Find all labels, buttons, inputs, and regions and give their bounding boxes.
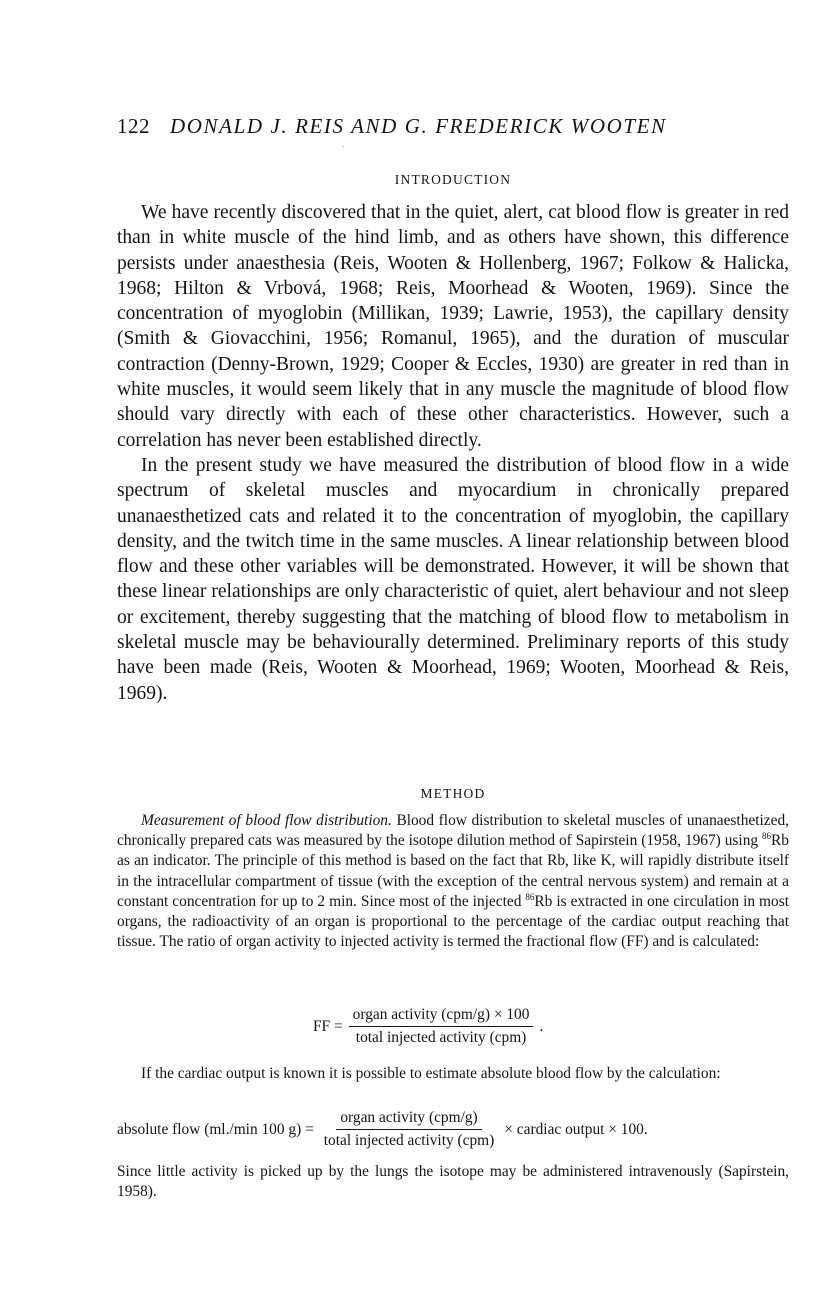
introduction-body [117,200,789,706]
equation-lhs: absolute flow (ml./min 100 g) = [117,1120,314,1138]
isotope-superscript: 86 [525,891,535,902]
fraction [320,1109,499,1150]
fraction-denominator: total injected activity (cpm) [355,1029,527,1046]
method-paragraph-3: Since little activity is picked up by the lungs the isotope may be administered intravenously (Sapirstein, 1958). [117,1163,789,1201]
absolute-flow-equation [117,1109,648,1150]
author-line: DONALD J. REIS AND G. FREDERICK WOOTEN [170,114,667,138]
equation-lhs: FF = [313,1017,343,1035]
fractional-flow-equation [313,1006,543,1047]
fraction-numerator: organ activity (cpm/g) [336,1109,481,1130]
running-head [117,114,797,139]
introduction-heading: INTRODUCTION [394,172,512,187]
fraction [349,1006,534,1047]
introduction-paragraph-1: We have recently discovered that in the quiet, alert, cat blood flow is greater in red than in white muscle of the hind limb, and as others have shown, this difference persists under anaesthesia (Reis, Wooten & Hollenberg, 1967; Folkow & Halicka, 1968; Hilton & Vrbová, 1968; Reis, Moorhead & Wooten, 1969). Since the concentration of myoglobin (Millikan, 1939; Lawrie, 1953), the capillary density (Smith & Giovacchini, 1956; Romanul, 1965), and the duration of muscular contraction (Denny-Brown, 1929; Cooper & Eccles, 1930) are greater in red than in white muscles, it would seem likely that in any muscle the magnitude of blood flow should vary directly with each of these other characteristics. However, such a correlation has never been established directly. [117,202,789,451]
introduction-paragraph-2: In the present study we have measured the distribution of blood flow in a wide spectrum of skeletal muscles and myocardium in chronically prepared unanaesthetized cats and related it to the concentration of myoglobin, the capillary density, and the twitch time in the same muscles. A linear relationship between blood flow and these other variables will be demonstrated. However, it will be shown that these linear relationships are only characteristic of quiet, alert behaviour and not sleep or excitement, thereby suggesting that the matching of blood flow to metabolism in skeletal muscle may be behaviourally determined. Preliminary reports of this study have been made (Reis, Wooten & Moorhead, 1969; Wooten, Moorhead & Reis, 1969). [117,454,789,704]
method-heading: METHOD [420,786,486,801]
equation-rhs: × cardiac output × 100. [504,1120,648,1138]
fraction-numerator: organ activity (cpm/g) × 100 [349,1006,534,1027]
page-number: 122 [117,114,150,138]
fraction-denominator: total injected activity (cpm) [323,1132,495,1149]
isotope-superscript: 86 [762,831,772,842]
method-paragraph-1: Measurement of blood flow distribution. Blood flow distribution to skeletal muscles of unanaesthetized, chronically prepared cats was measured by the isotope dilution method of Sapirstein (1958, 1967) using $^{86}$Rb as an indicator. The principle of this method is based on the fact that Rb, like K, will rapidly distribute itself in the intracellular compartment of tissue (with the exception of the central nervous system) and remain at a constant concentration for up to 2 min. Since most of the injected $^{86}$Rb is extracted in one circulation in most organs, the radioactivity of an organ is proportional to the percentage of the cardiac output reaching that tissue. The ratio of organ activity to injected activity is termed the fractional flow (FF) and is calculated: [117,812,789,951]
equation-end: . [539,1017,544,1035]
method-subheading: Measurement of blood flow distribution. [141,812,392,829]
method-paragraph-2: If the cardiac output is known it is possible to estimate absolute blood flow by the calculation: [141,1065,721,1082]
print-mark [342,146,344,147]
